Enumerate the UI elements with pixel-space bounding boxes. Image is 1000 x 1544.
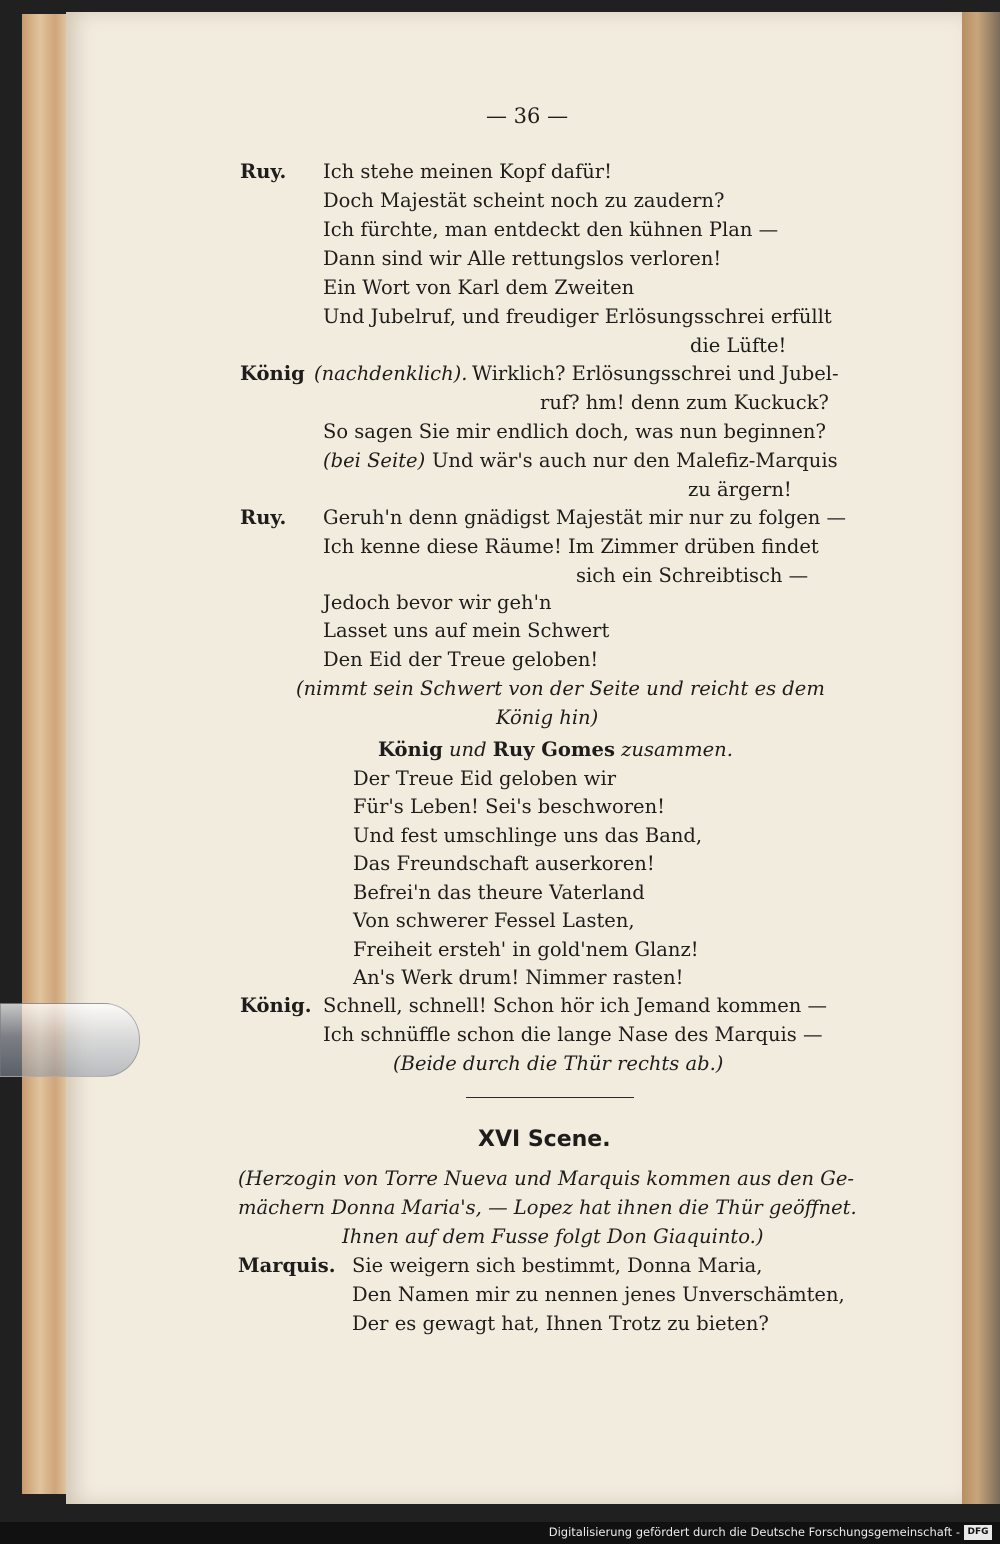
verse-line: Von schwerer Fessel Lasten, bbox=[353, 909, 635, 932]
verse-line: die Lüfte! bbox=[690, 334, 787, 357]
verse-line: Dann sind wir Alle rettungslos verloren! bbox=[323, 247, 722, 270]
verse-line: Für's Leben! Sei's beschworen! bbox=[353, 795, 665, 818]
verse-line: An's Werk drum! Nimmer rasten! bbox=[353, 966, 684, 989]
scanner-clip bbox=[0, 1003, 140, 1077]
verse-line: Doch Majestät scheint noch zu zaudern? bbox=[323, 189, 725, 212]
chorus-direction: zusammen. bbox=[621, 738, 733, 761]
stage-direction: (Herzogin von Torre Nueva und Marquis kommen aus den Ge- bbox=[238, 1167, 855, 1190]
verse-line: ruf? hm! denn zum Kuckuck? bbox=[540, 391, 829, 414]
speaker-marquis: Marquis. bbox=[238, 1254, 336, 1277]
verse-line: Wirklich? Erlösungsschrei und Jubel- bbox=[472, 362, 839, 385]
verse-line: Ich kenne diese Räume! Im Zimmer drüben findet bbox=[323, 535, 819, 558]
verse-line: Der Treue Eid geloben wir bbox=[353, 767, 617, 790]
chorus-speaker-konig: König bbox=[378, 738, 443, 761]
stage-direction: mächern Donna Maria's, — Lopez hat ihnen die Thür geöffnet. bbox=[238, 1196, 857, 1219]
speaker-konig: König. bbox=[240, 994, 312, 1017]
verse-line: Sie weigern sich bestimmt, Donna Maria, bbox=[352, 1254, 763, 1277]
verse-line: Geruh'n denn gnädigst Majestät mir nur zu folgen — bbox=[323, 506, 846, 529]
stage-direction: König hin) bbox=[496, 706, 599, 729]
dfg-logo: DFG bbox=[964, 1525, 992, 1540]
verse-line: Den Eid der Treue geloben! bbox=[323, 648, 599, 671]
verse-line: Befrei'n das theure Vaterland bbox=[353, 881, 645, 904]
stage-direction: Ihnen auf dem Fusse folgt Don Giaquinto.) bbox=[342, 1225, 764, 1248]
verse-line: Und wär's auch nur den Malefiz-Marquis bbox=[432, 449, 838, 472]
stage-direction: (nachdenklich). bbox=[314, 362, 468, 385]
verse-line: Jedoch bevor wir geh'n bbox=[323, 591, 552, 614]
stage-direction: (bei Seite) bbox=[323, 449, 426, 472]
speaker-ruy: Ruy. bbox=[240, 506, 287, 529]
verse-line: Das Freundschaft auserkoren! bbox=[353, 852, 655, 875]
verse-line: So sagen Sie mir endlich doch, was nun beginnen? bbox=[323, 420, 826, 443]
speaker-ruy: Ruy. bbox=[240, 160, 287, 183]
verse-line: Lasset uns auf mein Schwert bbox=[323, 619, 610, 642]
page-number: — 36 — bbox=[486, 104, 569, 128]
verse-line: Ein Wort von Karl dem Zweiten bbox=[323, 276, 635, 299]
chorus-speaker-ruy: Ruy Gomes bbox=[492, 738, 615, 761]
verse-line: Und fest umschlinge uns das Band, bbox=[353, 824, 703, 847]
verse-line: Ich schnüffle schon die lange Nase des Marquis — bbox=[323, 1023, 823, 1046]
scene-heading: XVI Scene. bbox=[478, 1127, 611, 1152]
verse-line: Schnell, schnell! Schon hör ich Jemand kommen — bbox=[323, 994, 828, 1017]
scene-divider bbox=[466, 1097, 634, 1098]
verse-line: sich ein Schreibtisch — bbox=[576, 564, 809, 587]
stage-direction: (Beide durch die Thür rechts ab.) bbox=[393, 1052, 724, 1075]
speaker-konig: König bbox=[240, 362, 305, 385]
verse-line: zu ärgern! bbox=[688, 478, 792, 501]
verse-line: Ich fürchte, man entdeckt den kühnen Plan — bbox=[323, 218, 779, 241]
chorus-und: und bbox=[448, 738, 487, 761]
footer-bar bbox=[0, 1522, 1000, 1544]
verse-line: Der es gewagt hat, Ihnen Trotz zu bieten? bbox=[352, 1312, 769, 1335]
funding-credit: Digitalisierung gefördert durch die Deutsche Forschungsgemeinschaft - bbox=[548, 1525, 960, 1539]
verse-line: Den Namen mir zu nennen jenes Unverschämten, bbox=[352, 1283, 845, 1306]
verse-line: Freiheit ersteh' in gold'nem Glanz! bbox=[353, 938, 699, 961]
chorus-heading bbox=[378, 738, 733, 762]
verse-line: Und Jubelruf, und freudiger Erlösungsschrei erfüllt bbox=[323, 305, 832, 328]
verse-line: Ich stehe meinen Kopf dafür! bbox=[323, 160, 612, 183]
facing-page-edge bbox=[962, 12, 1000, 1504]
stage-direction: (nimmt sein Schwert von der Seite und reicht es dem bbox=[296, 677, 825, 700]
